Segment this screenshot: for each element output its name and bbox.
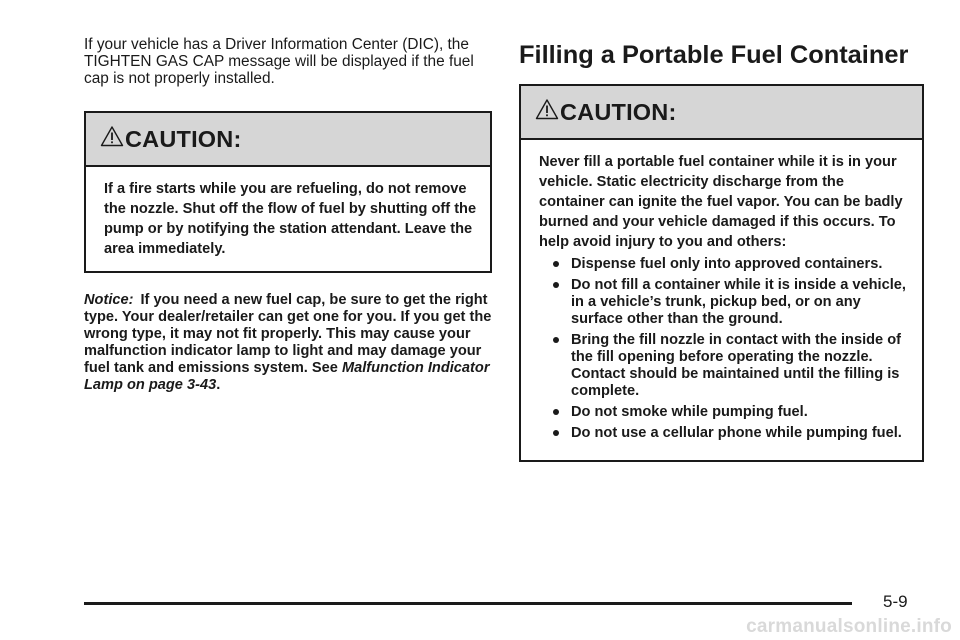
list-item-text: Do not fill a container while it is inside a vehicle, in a vehicle’s trunk, pickup bed, or on any surface other than the ground. (571, 277, 906, 327)
caution-box-portable-container (519, 84, 924, 462)
bullet-dot (553, 282, 559, 288)
section-title: Filling a Portable Fuel Container (519, 41, 909, 69)
caution-box-fire (84, 111, 492, 273)
list-item-text: Dispense fuel only into approved containers. (571, 256, 883, 272)
caution-bullet-list (539, 256, 910, 442)
caution-triangle-icon (535, 96, 559, 122)
right-column (519, 40, 924, 462)
notice-reference: Malfunction Indicator Lamp on page 3-43 (84, 360, 490, 393)
notice-text: If you need a new fuel cap, be sure to get the right type. Your dealer/retailer can get one for you. If you get the wrong type, it may not fit properly. This may cause your malfunction indicator lamp to light and may damage your fuel tank and emissions system. See (84, 292, 492, 376)
list-item (539, 425, 910, 442)
list-item-text: Do not smoke while pumping fuel. (571, 404, 808, 420)
watermark: carmanualsonline.info (746, 616, 952, 637)
caution-header (86, 113, 490, 167)
intro-paragraph: If your vehicle has a Driver Information Center (DIC), the TIGHTEN GAS CAP message will be displayed if the fuel cap is not properly installed. (84, 36, 474, 87)
page-number: 5-9 (883, 592, 908, 611)
notice-end: . (216, 377, 221, 393)
bullet-dot (553, 337, 559, 343)
caution-title: CAUTION: (560, 98, 677, 125)
list-item (539, 256, 910, 273)
bullet-dot (553, 430, 559, 436)
bullet-dot (553, 261, 559, 267)
caution-intro: Never fill a portable fuel container while it is in your vehicle. Static electricity discharge from the container can ignite the fuel vapor. You can be badly burned and your vehicle damaged if this occurs. To help avoid injury to you and others: (539, 154, 903, 250)
list-item (539, 277, 910, 328)
caution-header (521, 86, 922, 140)
caution-title: CAUTION: (125, 125, 242, 152)
footer-rule (84, 602, 852, 605)
caution-body: If a fire starts while you are refueling, do not remove the nozzle. Shut off the flow of fuel by shutting off the pump or by notifying the station attendant. Leave the area immediately. (104, 181, 477, 257)
left-column (84, 36, 492, 394)
list-item (539, 332, 910, 400)
bullet-dot (553, 409, 559, 415)
notice-label: Notice: (84, 292, 134, 308)
list-item-text: Bring the fill nozzle in contact with the inside of the fill opening before operating the nozzle. Contact should be maintained until the filling is complete. (571, 332, 901, 399)
list-item (539, 404, 910, 421)
list-item-text: Do not use a cellular phone while pumping fuel. (571, 425, 902, 441)
caution-triangle-icon (100, 123, 124, 149)
notice-paragraph (84, 292, 492, 394)
caution-body (521, 140, 922, 460)
